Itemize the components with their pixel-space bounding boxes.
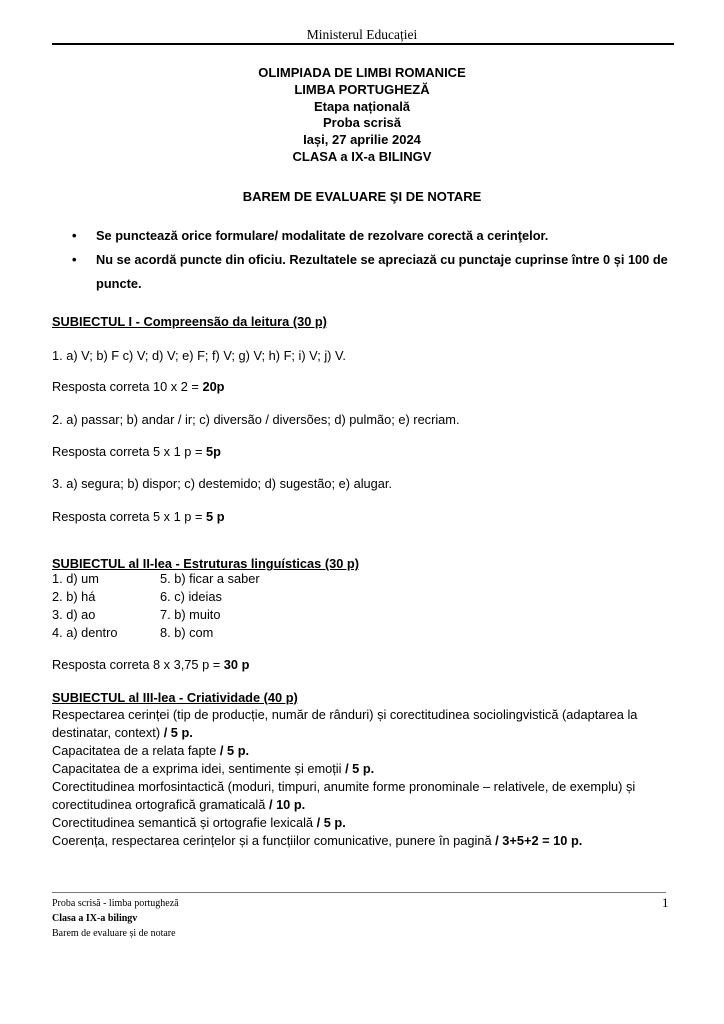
title-line: CLASA a IX-a BILINGV — [292, 148, 432, 164]
criterion-points: / 5 p. — [219, 743, 250, 758]
barem-title: BAREM DE EVALUARE ŞI DE NOTARE — [242, 189, 482, 204]
footer-line: Proba scrisă - limba portugheză — [52, 898, 179, 909]
page-number: 1 — [662, 895, 669, 910]
criterion-points: / 5 p. — [345, 761, 375, 776]
criterion-item — [52, 760, 676, 778]
header-divider — [52, 43, 674, 45]
subject-2-answer-grid — [52, 570, 260, 642]
score-text: Resposta correta 5 x 1 p = — [52, 444, 207, 459]
criterion-text: Coerența, respectarea cerințelor și a funcțiilor comunicative, punere în pagină — [52, 833, 496, 848]
criterion-points: / 3+5+2 = 10 p. — [495, 833, 583, 848]
answer-row — [52, 606, 260, 624]
instruction-item: • Se punctează orice formulare/ modalitate de rezolvare corectă a cerinţelor. — [72, 224, 682, 248]
subject-1-q1-score — [52, 379, 225, 394]
answer-row — [52, 624, 260, 642]
score-value: 5 p — [206, 509, 225, 524]
criterion-points: / 10 p. — [268, 797, 306, 812]
subject-1-q3-answers: 3. a) segura; b) dispor; c) destemido; d) sugestão; e) alugar. — [52, 476, 393, 491]
subject-2-score — [52, 657, 249, 672]
criterion-item — [52, 832, 676, 850]
score-text: Resposta correta 5 x 1 p = — [52, 509, 207, 524]
score-value: 5p — [206, 444, 221, 459]
ministry-header: Ministerul Educației — [306, 27, 418, 42]
subject-1-q2-answers: 2. a) passar; b) andar / ir; c) diversão / diversões; d) pulmão; e) recriam. — [52, 412, 460, 427]
instructions-list — [72, 224, 682, 296]
subject-3-criteria — [52, 706, 676, 850]
title-line: Iași, 27 aprilie 2024 — [303, 132, 421, 148]
subject-3-heading: SUBIECTUL al III-lea - Criatividade (40 p) — [52, 690, 298, 705]
answer-cell: 3. d) ao — [52, 607, 96, 622]
answer-cell: 4. a) dentro — [52, 625, 118, 640]
criterion-text: Respectarea cerinței (tip de producție, număr de rânduri) și corectitudinea sociolingvistică (adaptarea la destinatar, context) — [52, 707, 638, 740]
answer-row — [52, 570, 260, 588]
criterion-text: Capacitatea de a relata fapte — [52, 743, 220, 758]
footer — [52, 896, 179, 941]
criterion-item — [52, 742, 676, 760]
score-text: Resposta correta 8 x 3,75 p = — [52, 657, 224, 672]
subject-1-heading: SUBIECTUL I - Compreensão da leitura (30 p) — [52, 314, 327, 329]
subject-1-q1-answers: 1. a) V; b) F c) V; d) V; e) F; f) V; g) V; h) F; i) V; j) V. — [52, 348, 346, 363]
footer-line: Clasa a IX-a bilingv — [52, 913, 138, 924]
score-value: 30 p — [223, 657, 250, 672]
score-value: 20p — [202, 379, 225, 394]
answer-row — [52, 588, 260, 606]
subject-2-heading: SUBIECTUL al II-lea - Estruturas linguísticas (30 p) — [52, 556, 359, 571]
answer-cell: 5. b) ficar a saber — [160, 571, 260, 586]
score-text: Resposta correta 10 x 2 = — [52, 379, 203, 394]
criterion-text: Capacitatea de a exprima idei, sentimente și emoții — [52, 761, 346, 776]
criterion-item — [52, 778, 676, 814]
title-line: Etapa națională — [313, 98, 411, 114]
answer-cell: 6. c) ideias — [160, 589, 222, 604]
answer-cell: 2. b) há — [52, 589, 96, 604]
answer-cell: 8. b) com — [160, 625, 214, 640]
title-line: OLIMPIADA DE LIMBI ROMANICE — [258, 65, 466, 80]
document-title — [0, 65, 724, 166]
answer-cell: 1. d) um — [52, 571, 99, 586]
instruction-item: • Nu se acordă puncte din oficiu. Rezultatele se apreciază cu punctaje cuprinse între 0 și 100 de puncte. — [72, 248, 682, 296]
criterion-text: Corectitudinea semantică și ortografie lexicală — [52, 815, 317, 830]
subject-1-q3-score — [52, 509, 225, 524]
footer-divider — [52, 892, 666, 893]
title-line: Proba scrisă — [322, 115, 402, 131]
criterion-item — [52, 814, 676, 832]
answer-cell: 7. b) muito — [160, 607, 221, 622]
subject-1-q2-score — [52, 444, 221, 459]
footer-line: Barem de evaluare și de notare — [52, 928, 176, 939]
criterion-text: Corectitudinea morfosintactică (moduri, timpuri, anumite forme pronominale – relativele, de exemplu) și corectitudinea ortografică gramaticală — [52, 779, 636, 812]
title-line: LIMBA PORTUGHEZĂ — [294, 81, 430, 97]
criterion-points: / 5 p. — [163, 725, 193, 740]
criterion-item — [52, 706, 676, 742]
criterion-points: / 5 p. — [316, 815, 346, 830]
